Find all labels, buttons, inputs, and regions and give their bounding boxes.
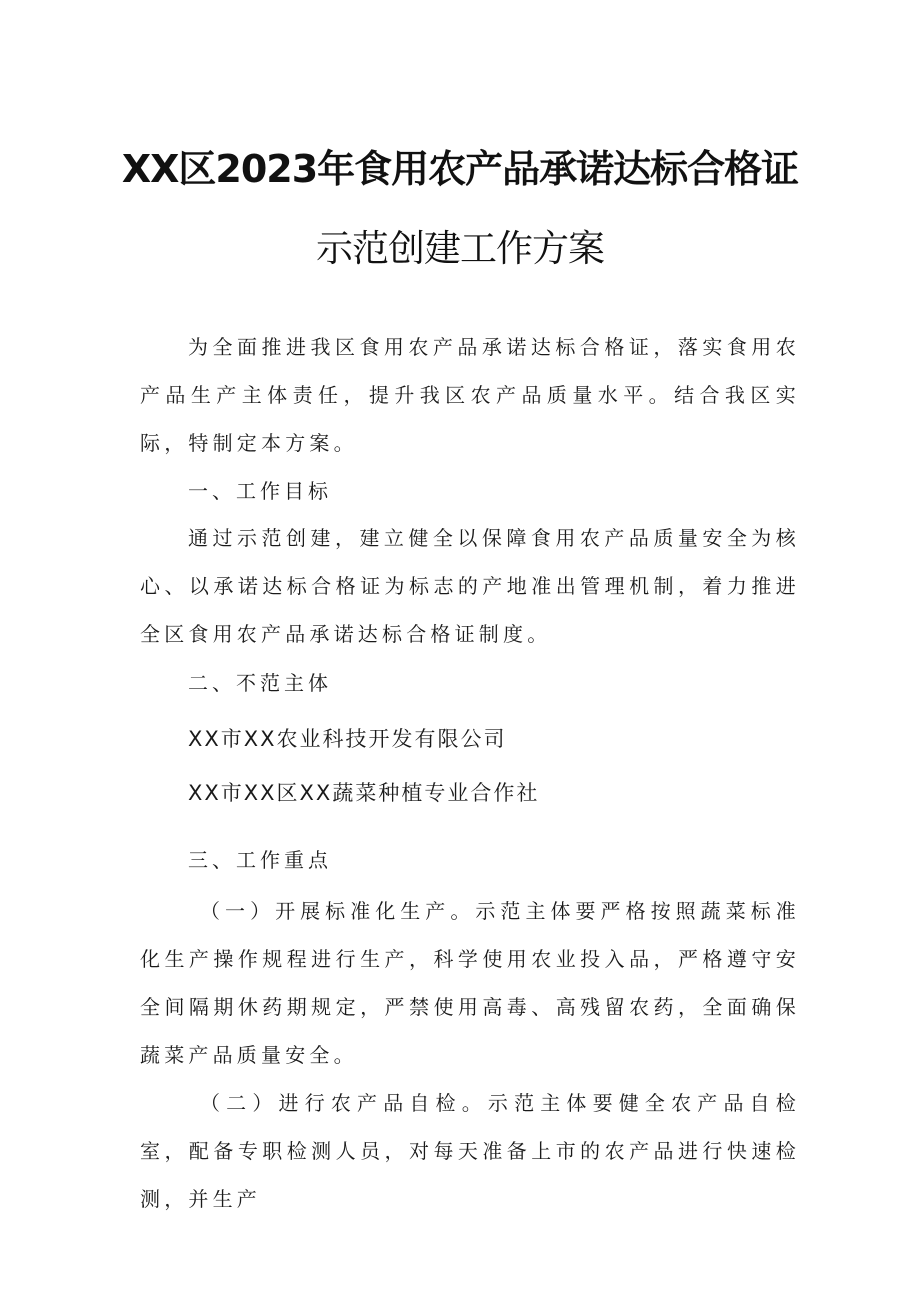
section-1-heading: 一、工作目标	[188, 479, 332, 503]
document-title-line-2: 示范创建工作方案	[316, 227, 604, 270]
work-item-1: （一）开展标准化生产。示范主体要严格按照蔬菜标准化生产操作规程进行生产，科学使用农业投入品，严格遵守安全间隔期休药期规定，严禁使用高毒、高残留农药，全面确保蔬菜产品质量安全。	[140, 899, 800, 1067]
section-1-body: 通过示范创建，建立健全以保障食用农产品质量安全为核心、以承诺达标合格证为标志的产地准出管理机制，着力推进全区食用农产品承诺达标合格证制度。	[140, 526, 800, 646]
intro-paragraph: 为全面推进我区食用农产品承诺达标合格证，落实食用农产品生产主体责任，提升我区农产品质量水平。结合我区实际，特制定本方案。	[140, 335, 800, 455]
section-3-heading: 三、工作重点	[188, 848, 332, 872]
entity-item: XX市XX农业科技开发有限公司	[188, 727, 507, 751]
work-item-2: （二）进行农产品自检。示范主体要健全农产品自检室，配备专职检测人员，对每天准备上市的农产品进行快速检测，并生产	[140, 1091, 800, 1211]
section-2-heading: 二、不范主体	[188, 671, 332, 695]
entity-item: XX市XX区XX蔬菜种植专业合作社	[188, 781, 540, 805]
document-title-line-1: XX区2023年食用农产品承诺达标合格证	[121, 147, 799, 191]
